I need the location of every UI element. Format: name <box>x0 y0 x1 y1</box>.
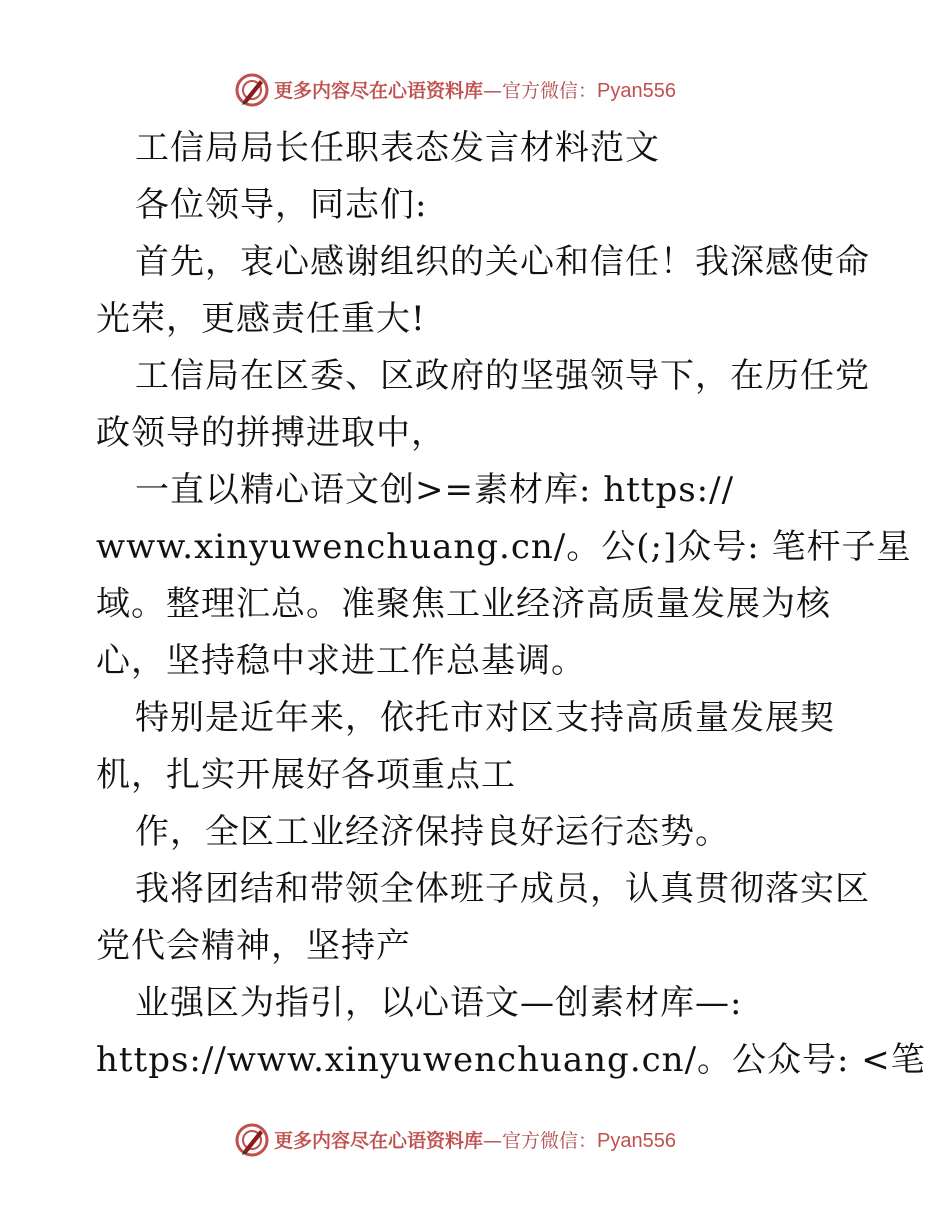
banner-account-label: 官方微信： <box>502 80 598 102</box>
text-line: 各位领导，同志们: <box>135 185 428 225</box>
text-line: https://www.xinyuwenchuang.cn/。公众号: <笔 <box>96 1040 926 1080</box>
text-line: 心，坚持稳中求进工作总基调。 <box>96 641 586 681</box>
banner-text <box>274 1128 676 1154</box>
header-banner <box>0 72 950 108</box>
text-line: 工信局在区委、区政府的坚强领导下，在历任党 <box>135 356 870 396</box>
text-line: 政领导的拼搏进取中， <box>96 413 446 453</box>
text-line: 党代会精神，坚持产 <box>96 926 411 966</box>
footer-banner <box>0 1122 950 1158</box>
text-line: 业强区为指引，以心语文—创素材库—: <box>135 983 743 1023</box>
banner-dash: — <box>483 1130 503 1152</box>
banner-main-text: 更多内容尽在心语资料库 <box>274 1130 484 1152</box>
text-line: 机，扎实开展好各项重点工 <box>96 755 516 795</box>
text-line: 作，全区工业经济保持良好运行态势。 <box>135 812 730 852</box>
document-title: 工信局局长任职表态发言材料范文 <box>135 128 660 168</box>
text-line: 光荣，更感责任重大! <box>96 299 426 339</box>
pen-logo-icon <box>234 72 270 108</box>
text-line: www.xinyuwenchuang.cn/。公(;]众号: 笔杆子星 <box>96 527 912 567</box>
banner-account: Pyan556 <box>597 1130 676 1152</box>
banner-dash: — <box>483 80 503 102</box>
text-line: 域。整理汇总。准聚焦工业经济高质量发展为核 <box>96 584 831 624</box>
banner-main-text: 更多内容尽在心语资料库 <box>274 80 484 102</box>
text-line: 我将团结和带领全体班子成员，认真贯彻落实区 <box>135 869 870 909</box>
banner-text <box>274 78 676 104</box>
document-body <box>96 120 926 1089</box>
text-line: 特别是近年来，依托市对区支持高质量发展契 <box>135 698 835 738</box>
text-line: 首先，衷心感谢组织的关心和信任！我深感使命 <box>135 242 870 282</box>
banner-account: Pyan556 <box>597 80 676 102</box>
pen-logo-icon <box>234 1122 270 1158</box>
text-line: 一直以精心语文创>=素材库: https:// <box>135 470 735 510</box>
banner-account-label: 官方微信： <box>502 1130 598 1152</box>
